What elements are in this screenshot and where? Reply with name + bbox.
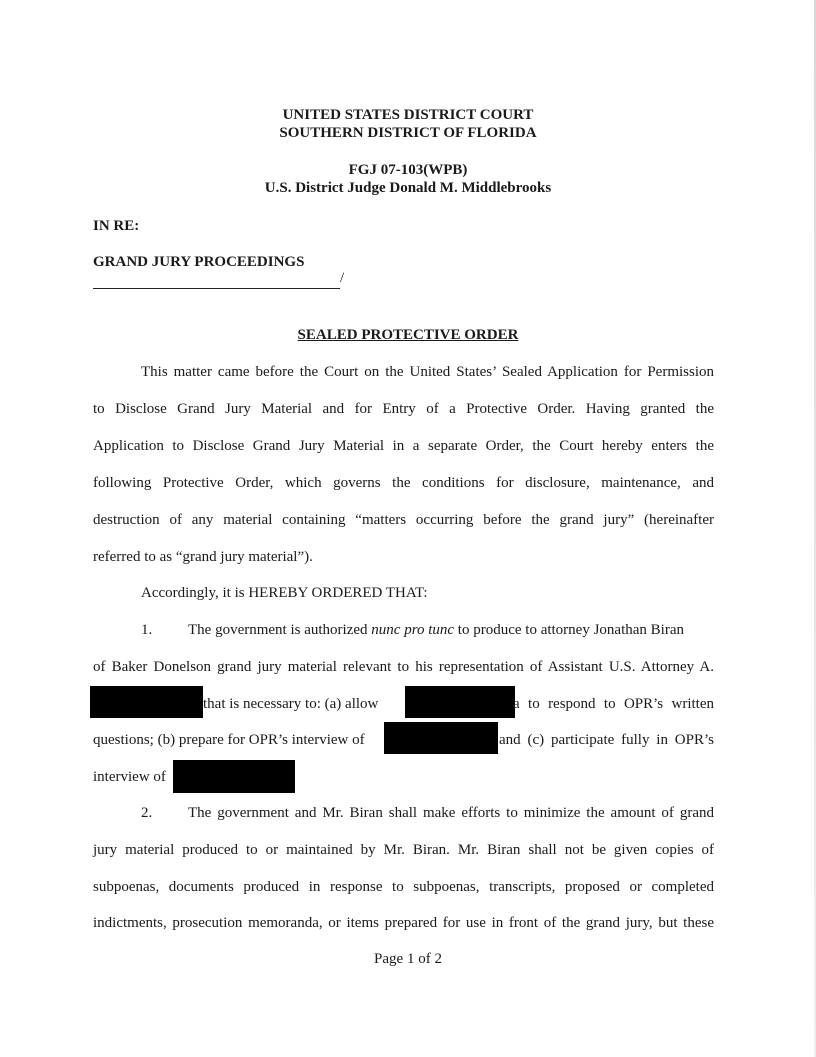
redaction-block (90, 686, 203, 718)
item1-line3a: that is necessary to: (a) allow (203, 696, 379, 712)
item-number: 2. (141, 805, 153, 821)
item1-line4a: questions; (b) prepare for OPR’s interview of (93, 732, 365, 748)
item1-line3b: a to respond to OPR’s written (513, 696, 714, 712)
item-number: 1. (141, 622, 153, 638)
item1-line2: of Baker Donelson grand jury material relevant to his representation of Assistant U.S. Attorney A. (93, 659, 714, 675)
accordingly-line: Accordingly, it is HEREBY ORDERED THAT: (141, 585, 428, 601)
case-number: FGJ 07-103(WPB) (348, 162, 468, 178)
paragraph-line: following Protective Order, which governs the conditions for disclosure, maintenance, and (93, 475, 714, 491)
redaction-block (173, 760, 295, 793)
proceedings-label: GRAND JURY PROCEEDINGS (93, 254, 305, 270)
redaction-block (405, 686, 515, 718)
paragraph-line: Application to Disclose Grand Jury Material in a separate Order, the Court hereby enters the (93, 438, 714, 454)
item2-line: subpoenas, documents produced in response to subpoenas, transcripts, proposed or completed (93, 879, 714, 895)
paragraph-line: This matter came before the Court on the United States’ Sealed Application for Permission (141, 364, 714, 380)
paragraph-line: referred to as “grand jury material”). (93, 549, 313, 565)
paragraph-line: destruction of any material containing “matters occurring before the grand jury” (hereinafter (93, 512, 714, 528)
item1-text: The government is authorized (188, 622, 372, 638)
court-district: SOUTHERN DISTRICT OF FLORIDA (279, 125, 537, 141)
item1-line1 (188, 621, 684, 639)
judge-name: U.S. District Judge Donald M. Middlebrooks (264, 180, 552, 196)
item1-line5: interview of (93, 769, 166, 785)
in-re-label: IN RE: (93, 218, 140, 234)
paragraph-line: to Disclose Grand Jury Material and for Entry of a Protective Order. Having granted the (93, 401, 714, 417)
item1-line4b: and (c) participate fully in OPR’s (499, 732, 714, 748)
item2-line: indictments, prosecution memoranda, or items prepared for use in front of the grand jury, but these (93, 915, 714, 931)
item1-text: to produce to attorney Jonathan Biran (454, 622, 684, 638)
order-title: SEALED PROTECTIVE ORDER (297, 327, 519, 343)
redaction-block (384, 722, 498, 754)
page-number: Page 1 of 2 (374, 951, 442, 967)
item2-line: jury material produced to or maintained by Mr. Biran. Mr. Biran shall not be given copies of (93, 842, 714, 858)
court-name: UNITED STATES DISTRICT COURT (282, 107, 534, 123)
caption-slash: / (340, 270, 345, 286)
latin-phrase: nunc pro tunc (371, 622, 455, 638)
item2-line: The government and Mr. Biran shall make efforts to minimize the amount of grand (188, 805, 714, 821)
caption-rule (93, 288, 340, 289)
